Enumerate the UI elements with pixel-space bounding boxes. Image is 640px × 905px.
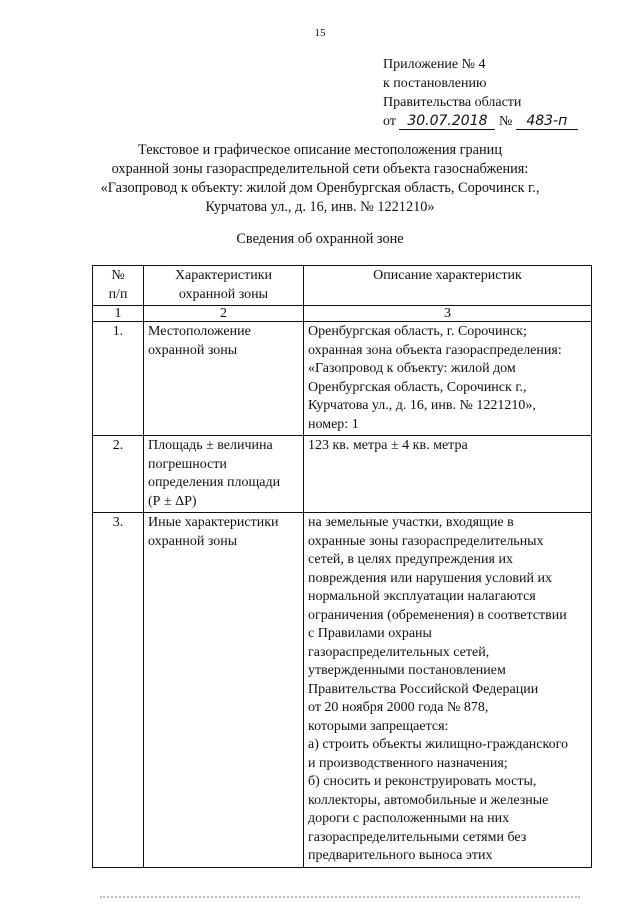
number-sign: №	[498, 114, 513, 129]
text-line: Площадь ± величина	[148, 438, 273, 453]
text-line: газораспределительных сетей,	[308, 644, 490, 660]
text-line: Оренбургская область, г. Сорочинск;	[308, 324, 527, 339]
header-cell-characteristics	[144, 266, 304, 306]
page-number: 15	[314, 27, 326, 39]
text-line: «Газопровод к объекту: жилой дом	[308, 361, 516, 376]
text-line: охранной зоны	[148, 342, 238, 358]
row-number: 3.	[93, 513, 144, 868]
index-cell: 1	[93, 306, 144, 322]
text-line: от 20 ноября 2000 года № 878,	[308, 700, 489, 715]
index-cell: 3	[304, 306, 592, 322]
text-line: нормальной эксплуатации налагаются	[308, 589, 536, 604]
text-line: на земельные участки, входящие в	[308, 515, 514, 530]
row-characteristic	[144, 436, 304, 513]
title-line: охранной зоны газораспределительной сети объекта газоснабжения:	[111, 161, 529, 177]
appendix-line: Приложение № 4	[383, 57, 486, 72]
from-prefix: от	[383, 114, 396, 129]
text-line: утвержденными постановлением	[308, 663, 506, 678]
header-line: п/п	[108, 286, 128, 302]
text-line: Иные характеристики	[148, 515, 279, 530]
text-line: номер: 1	[308, 416, 359, 432]
text-line: с Правилами охраны	[308, 626, 432, 641]
header-cell-description	[304, 266, 592, 306]
text-line: дороги с расположенными на них	[308, 811, 510, 826]
text-line: Курчатова ул., д. 16, инв. № 1221210»,	[308, 398, 536, 413]
header-cell-number	[93, 266, 144, 306]
header-line: охранной зоны	[178, 286, 269, 302]
text-line: газораспределительными сетями без	[308, 829, 527, 845]
text-line: а) строить объекты жилищно-гражданского	[308, 737, 568, 752]
row-number: 2.	[93, 436, 144, 513]
header-line: Характеристики	[174, 268, 273, 283]
appendix-line: к постановлению	[383, 76, 487, 91]
row-description	[304, 322, 592, 436]
table-header-row	[93, 266, 592, 306]
text-line: б) сносить и реконструировать мосты,	[308, 774, 537, 789]
text-line: Правительства Российской Федерации	[308, 681, 539, 697]
text-line: повреждения или нарушения условий их	[308, 570, 552, 586]
text-line: сетей, в целях предупреждения их	[308, 552, 513, 567]
text-line: определения площади	[148, 475, 281, 490]
document-title	[90, 141, 550, 217]
title-line: Курчатова ул., д. 16, инв. № 1221210»	[205, 199, 435, 215]
appendix-date-line	[383, 112, 578, 131]
row-number: 1.	[93, 322, 144, 436]
index-cell: 2	[144, 306, 304, 322]
title-line: Текстовое и графическое описание местоположения границ	[138, 142, 502, 158]
header-line: Описание характеристик	[373, 268, 522, 283]
text-line: коллекторы, автомобильные и железные	[308, 792, 549, 808]
header-line: №	[111, 268, 125, 283]
appendix-block	[383, 55, 578, 131]
row-description	[304, 513, 592, 868]
title-line: «Газопровод к объекту: жилой дом Оренбургская область, Сорочинск г.,	[100, 180, 540, 196]
text-line: (Р ± ΔР)	[148, 493, 197, 509]
text-line: 123 кв. метра ± 4 кв. метра	[308, 438, 468, 453]
text-line: и производственного назначения;	[308, 755, 508, 771]
handwritten-number: 483-п	[516, 114, 578, 130]
text-line: охранные зоны газораспределительных	[308, 533, 544, 549]
row-characteristic	[144, 322, 304, 436]
table-index-row	[93, 306, 592, 322]
text-line: ограничения (обременения) в соответствии	[308, 607, 567, 623]
text-line: Оренбургская область, Сорочинск г.,	[308, 379, 527, 395]
text-line: предварительного выноса этих	[308, 848, 493, 863]
row-characteristic	[144, 513, 304, 868]
text-line: Местоположение	[148, 324, 251, 339]
appendix-line: Правительства области	[383, 95, 522, 110]
section-subtitle: Сведения об охранной зоне	[236, 231, 404, 247]
text-line: охранная зона объекта газораспределения:	[308, 342, 562, 358]
table-row	[93, 322, 592, 436]
text-line: охранной зоны	[148, 533, 238, 549]
table-row	[93, 513, 592, 868]
protection-zone-table	[92, 265, 592, 868]
text-line: погрешности	[148, 456, 227, 472]
text-line: которыми запрещается:	[308, 718, 449, 734]
row-description	[304, 436, 592, 513]
table-row	[93, 436, 592, 513]
handwritten-date: 30.07.2018	[399, 114, 495, 130]
scan-artifact	[100, 896, 580, 900]
